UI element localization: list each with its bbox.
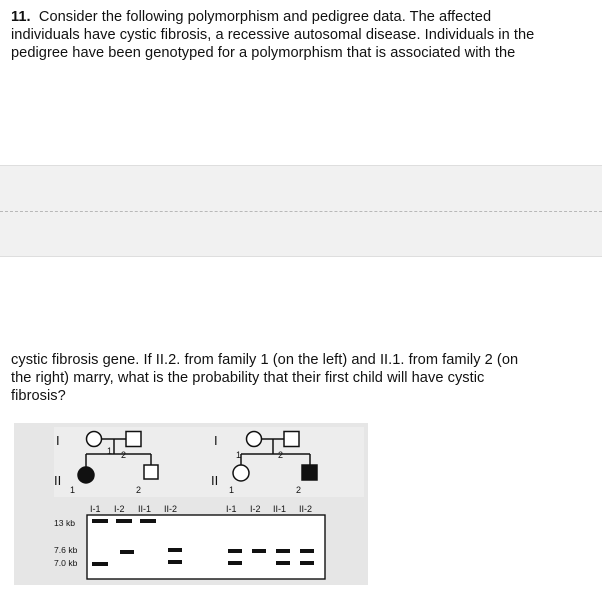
gen-label-II-right: II <box>211 473 219 488</box>
family2-I1-female <box>247 432 262 447</box>
continuation-line-1: cystic fibrosis gene. If II.2. from family 1 (on the left) and II.1. from family 2 (on <box>11 352 519 368</box>
continuation-line-3: fibrosis? <box>11 388 66 404</box>
family1-I1-number: 1 <box>107 446 113 456</box>
family2-lane-I2: I-2 <box>250 504 261 514</box>
band-f1-I2-7.6kb <box>120 550 134 554</box>
band-f2-I2-7.6kb <box>252 549 266 553</box>
gen-label-II-left: II <box>54 473 62 488</box>
family1-I1-female <box>87 432 102 447</box>
question-continuation <box>11 351 591 405</box>
family1-II2-number: 2 <box>136 485 142 495</box>
family2-I1-number: 1 <box>236 450 242 460</box>
family2-lane-II1: II-1 <box>273 504 287 514</box>
band-f1-I2-13kb <box>116 519 132 523</box>
family2-II1-number: 1 <box>229 485 235 495</box>
family2-lane-II2: II-2 <box>299 504 313 514</box>
band-f1-II2-7.0kb <box>168 560 182 564</box>
intro-text-1: Consider the following polymorphism and pedigree data. The affected <box>38 9 492 25</box>
pedigree-gel-svg <box>14 423 368 585</box>
family2-II2-affected-male <box>302 465 317 480</box>
continuation-line-2: the right) marry, what is the probability that their first child will have cystic <box>11 370 485 386</box>
family1-II1-number: 1 <box>70 485 76 495</box>
gen-label-I-left: I <box>56 433 60 448</box>
intro-line-2: individuals have cystic fibrosis, a recessive autosomal disease. Individuals in the <box>11 27 535 43</box>
page-break-band <box>0 165 602 257</box>
band-f2-I1-7.6kb <box>228 549 242 553</box>
family2-II2-number: 2 <box>296 485 302 495</box>
band-size-7.0kb: 7.0 kb <box>54 558 78 568</box>
family1-II2-male <box>144 465 158 479</box>
band-f2-II1-7.6kb <box>276 549 290 553</box>
gel-box <box>87 515 325 579</box>
gen-label-I-right: I <box>214 433 218 448</box>
family2-I2-male <box>284 432 299 447</box>
band-f2-I1-7.0kb <box>228 561 242 565</box>
question-number: 11. <box>11 9 31 25</box>
question-intro <box>11 8 591 62</box>
band-f2-II2-7.0kb <box>300 561 314 565</box>
family2-lane-I1: I-1 <box>226 504 237 514</box>
intro-line-1 <box>11 8 591 26</box>
intro-line-3: pedigree have been genotyped for a polymorphism that is associated with the <box>11 45 516 61</box>
pedigree-gel-figure <box>14 423 368 585</box>
band-f1-I1-13kb <box>92 519 108 523</box>
band-size-7.6kb: 7.6 kb <box>54 545 78 555</box>
band-f2-II2-7.6kb <box>300 549 314 553</box>
family1-I2-number: 2 <box>121 450 127 460</box>
family1-lane-II2: II-2 <box>164 504 178 514</box>
band-f1-II2-7.6kb <box>168 548 182 552</box>
page-break-divider <box>0 211 602 212</box>
family1-lane-II1: II-1 <box>138 504 152 514</box>
family2-II1-female <box>233 465 249 481</box>
family1-lane-I1: I-1 <box>90 504 101 514</box>
band-f2-II1-7.0kb <box>276 561 290 565</box>
band-f1-II1-13kb <box>140 519 156 523</box>
family1-I2-male <box>126 432 141 447</box>
family2-I2-number: 2 <box>278 450 284 460</box>
family1-lane-I2: I-2 <box>114 504 125 514</box>
band-size-13kb: 13 kb <box>54 518 76 528</box>
family1-II1-affected-female <box>78 467 94 483</box>
band-f1-I1-7.0kb <box>92 562 108 566</box>
